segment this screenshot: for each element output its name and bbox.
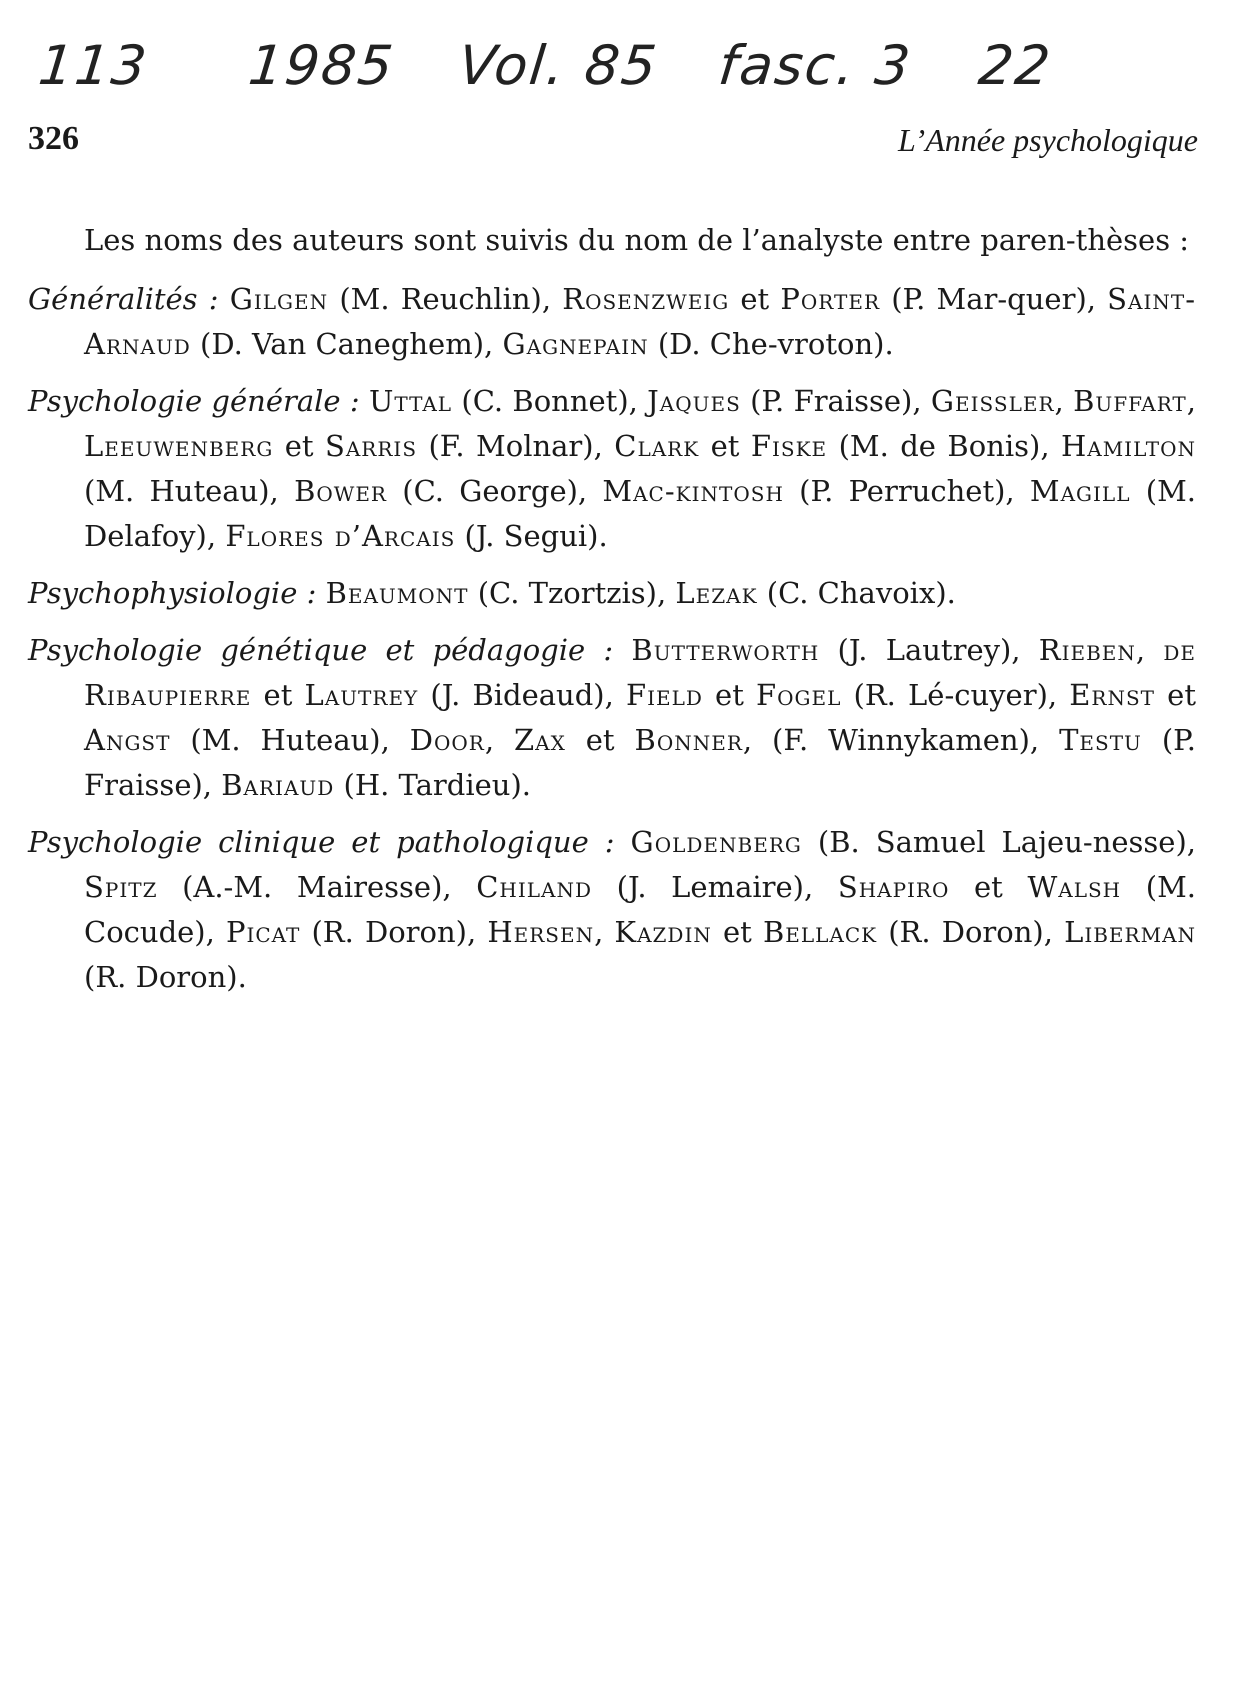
author-name: Shapiro: [837, 870, 950, 904]
analyst-text: (C. Chavoix).: [757, 576, 956, 610]
author-name: Uttal: [368, 384, 453, 418]
analyst-text: ,: [1135, 633, 1164, 667]
author-name: Hersen: [487, 915, 595, 949]
author-name: Zax: [514, 723, 566, 757]
section-label: Généralités :: [28, 282, 219, 316]
analyst-text: (R. Lé-cuyer),: [841, 678, 1070, 712]
analyst-text: ,: [1054, 384, 1074, 418]
section-label: Psychologie générale :: [28, 384, 360, 418]
author-name: Saint-Arnaud: [84, 282, 1197, 361]
author-name: Kazdin: [614, 915, 712, 949]
author-name: Rosenzweig: [562, 282, 730, 316]
analyst-text: (J. Segui).: [455, 519, 608, 553]
author-name: Jaques: [647, 384, 741, 418]
author-name: Bonner: [634, 723, 743, 757]
analyst-text: et: [949, 870, 1028, 904]
handwritten-note-fascicle: fasc. 3: [715, 34, 915, 97]
analyst-text: (M. de Bonis),: [827, 429, 1061, 463]
author-name: Field: [625, 678, 703, 712]
author-name: Clark: [614, 429, 700, 463]
analyst-text: (M. Huteau),: [170, 723, 410, 757]
analyst-text: et: [251, 678, 305, 712]
page-number: 326: [28, 120, 79, 157]
analyst-text: (P. Fraisse),: [84, 723, 1196, 802]
author-name: Fogel: [756, 678, 842, 712]
analyst-text: et: [702, 678, 756, 712]
author-name: Leeuwenberg: [84, 429, 274, 463]
author-name: Ernst: [1069, 678, 1156, 712]
analyst-text: (D. Van Caneghem),: [190, 327, 503, 361]
section-label: Psychophysiologie :: [28, 576, 317, 610]
author-name: de Ribaupierre: [84, 633, 1197, 712]
handwritten-note-code: 22: [975, 34, 1055, 97]
author-name: Butterworth: [631, 633, 820, 667]
analyst-text: (F. Molnar),: [417, 429, 615, 463]
section-label: Psychologie génétique et pédagogie :: [28, 633, 614, 667]
handwritten-note-volume: Vol. 85: [455, 34, 662, 97]
analyst-text: (P. Fraisse),: [740, 384, 931, 418]
analyst-text: (H. Tardieu).: [334, 768, 532, 802]
analyst-text: (C. Tzortzis),: [468, 576, 676, 610]
author-name: Porter: [780, 282, 881, 316]
analyst-text: (C. George),: [387, 474, 603, 508]
analyst-text: (P. Mar-quer),: [880, 282, 1108, 316]
author-name: Geissler: [930, 384, 1055, 418]
author-name: Liberman: [1064, 915, 1197, 949]
author-name: Chiland: [476, 870, 593, 904]
author-name: Lautrey: [304, 678, 419, 712]
analyst-text: et: [729, 282, 781, 316]
section-list: [28, 277, 1196, 1000]
section-paragraph: [28, 379, 1196, 559]
analyst-text: et: [565, 723, 635, 757]
page-header: [28, 120, 1198, 170]
author-name: Magill: [1029, 474, 1131, 508]
author-name: Lezak: [675, 576, 758, 610]
author-name: Gagnepain: [502, 327, 649, 361]
author-name: Sarris: [325, 429, 418, 463]
running-title: L’Année psychologique: [897, 122, 1198, 158]
handwritten-note: [34, 34, 1122, 114]
analyst-text: et: [699, 429, 751, 463]
handwritten-note-number: 113: [35, 34, 152, 97]
analyst-text: et: [273, 429, 325, 463]
analyst-text: ,: [1186, 384, 1196, 418]
document-body: [28, 218, 1196, 1012]
section-paragraph: [28, 571, 1196, 616]
author-name: Mac-kintosh: [602, 474, 784, 508]
author-name: Spitz: [84, 870, 158, 904]
analyst-text: (C. Bonnet),: [452, 384, 648, 418]
author-name: Gilgen: [229, 282, 329, 316]
analyst-text: (M. Delafoy),: [84, 474, 1196, 553]
author-name: Bellack: [762, 915, 878, 949]
author-name: Testu: [1059, 723, 1142, 757]
analyst-text: (J. Lemaire),: [592, 870, 838, 904]
analyst-text: (R. Doron).: [84, 960, 247, 994]
section-label: Psychologie clinique et pathologique :: [28, 825, 615, 859]
author-name: Buffart: [1073, 384, 1187, 418]
section-paragraph: [28, 820, 1196, 1000]
author-name: Bower: [294, 474, 387, 508]
section-paragraph: [28, 628, 1196, 808]
analyst-text: ,: [594, 915, 615, 949]
author-name: Picat: [225, 915, 301, 949]
analyst-text: (J. Bideaud),: [418, 678, 626, 712]
author-name: Angst: [84, 723, 171, 757]
analyst-text: ,: [484, 723, 514, 757]
analyst-text: (M. Cocude),: [84, 870, 1196, 949]
handwritten-note-year: 1985: [245, 34, 398, 97]
author-name: Hamilton: [1060, 429, 1196, 463]
analyst-text: (P. Perruchet),: [783, 474, 1030, 508]
author-name: Goldenberg: [630, 825, 802, 859]
analyst-text: et: [1155, 678, 1196, 712]
analyst-text: (M. Reuchlin),: [328, 282, 563, 316]
analyst-text: (A.-M. Mairesse),: [157, 870, 477, 904]
author-name: Flores d’Arcais: [225, 519, 456, 553]
analyst-text: (B. Samuel Lajeu-nesse),: [801, 825, 1196, 859]
analyst-text: , (F. Winnykamen),: [742, 723, 1060, 757]
analyst-text: (J. Lautrey),: [819, 633, 1039, 667]
analyst-text: (D. Che-vroton).: [648, 327, 894, 361]
intro-paragraph: Les noms des auteurs sont suivis du nom de l’analyste entre paren-thèses :: [84, 223, 1190, 257]
section-paragraph: [28, 277, 1196, 367]
author-name: Door: [409, 723, 485, 757]
analyst-text: (R. Doron),: [877, 915, 1065, 949]
author-name: Walsh: [1027, 870, 1122, 904]
analyst-text: (R. Doron),: [300, 915, 488, 949]
author-name: Beaumont: [325, 576, 469, 610]
author-name: Fiske: [750, 429, 828, 463]
author-name: Bariaud: [221, 768, 335, 802]
analyst-text: et: [711, 915, 763, 949]
analyst-text: (M. Huteau),: [84, 474, 295, 508]
author-name: Rieben: [1038, 633, 1136, 667]
